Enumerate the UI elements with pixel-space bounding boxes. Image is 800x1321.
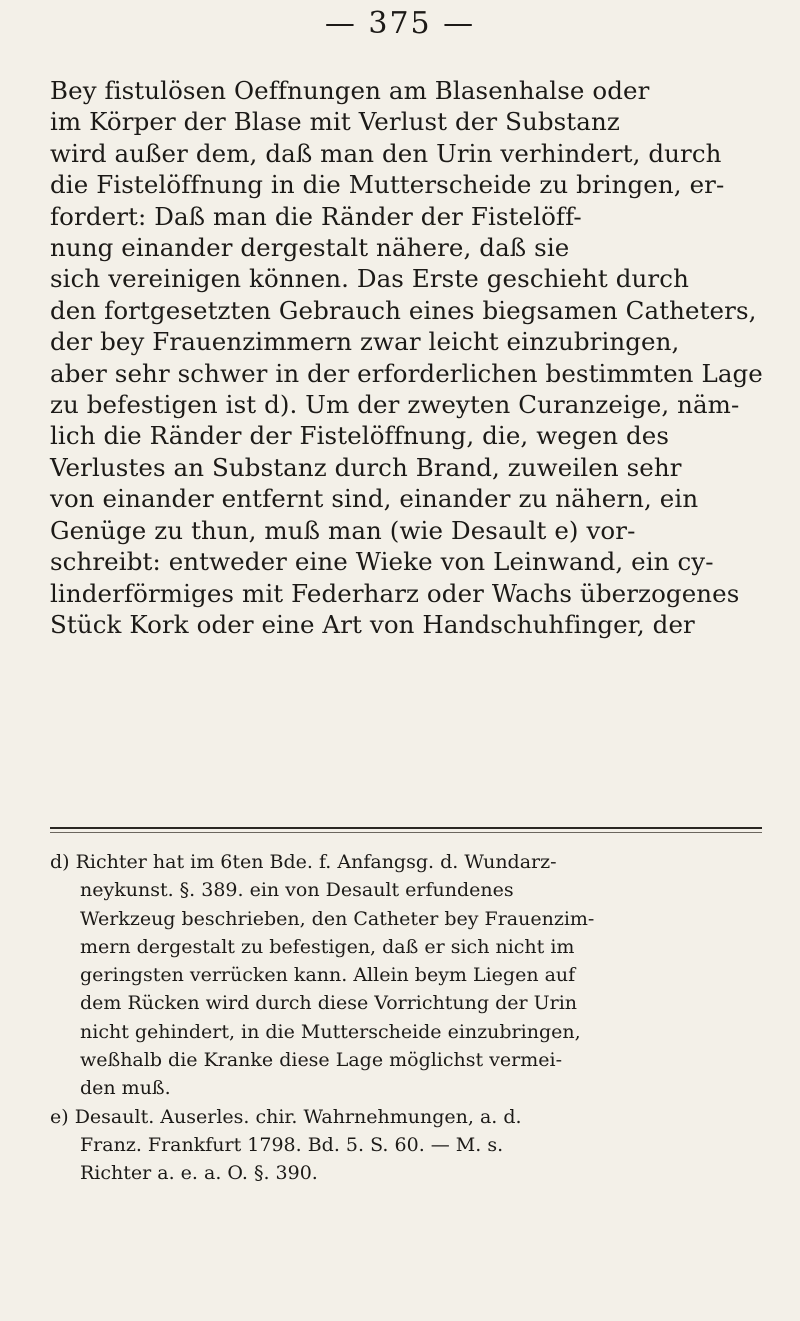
text-line: Bey fistulösen Oeffnungen am Blasenhalse oder <box>50 76 650 105</box>
text-line: aber sehr schwer in der erforderlichen bestimmten Lage <box>50 358 763 388</box>
text-line: fordert: Daß man die Ränder der Fistelöff- <box>50 201 582 231</box>
text-line: Verlustes an Substanz durch Brand, zuweilen sehr <box>50 452 682 482</box>
footnote-line: geringsten verrücken kann. Allein beym Liegen auf <box>80 964 576 987</box>
text-line: den fortgesetzten Gebrauch eines biegsamen Catheters, <box>50 295 757 325</box>
footnote-line: den muß. <box>80 1077 171 1100</box>
footnote-line: neykunst. §. 389. ein von Desault erfundenes <box>80 879 514 902</box>
footnote-line: Richter a. e. a. O. §. 390. <box>80 1162 318 1185</box>
text-line: Stück Kork oder eine Art von Handschuhfinger, der <box>50 609 695 639</box>
footnote-rule <box>50 827 762 829</box>
text-line: zu befestigen ist d). Um der zweyten Curanzeige, näm- <box>50 390 740 420</box>
footnote-line: Franz. Frankfurt 1798. Bd. 5. S. 60. — M. s. <box>80 1133 504 1156</box>
text-line: nung einander dergestalt nähere, daß sie <box>50 233 570 263</box>
main-text <box>50 75 768 640</box>
footnote-line: dem Rücken wird durch diese Vorrichtung der Urin <box>80 992 578 1015</box>
page-number: — 375 — <box>324 6 476 41</box>
footnote-rule-thin <box>50 832 762 833</box>
text-line: im Körper der Blase mit Verlust der Substanz <box>50 107 620 137</box>
footnotes <box>50 848 772 1188</box>
text-line: lich die Ränder der Fistelöffnung, die, wegen des <box>50 421 670 451</box>
text-line: wird außer dem, daß man den Urin verhindert, durch <box>50 138 722 168</box>
footnote-line: d) Richter hat im 6ten Bde. f. Anfangsg. d. Wundarz- <box>50 851 557 873</box>
text-line: der bey Frauenzimmern zwar leicht einzubringen, <box>50 327 680 357</box>
footnote-line: Werkzeug beschrieben, den Catheter bey Frauenzim- <box>80 907 595 930</box>
text-line: schreibt: entweder eine Wieke von Leinwand, ein cy- <box>50 547 714 577</box>
footnote-line: mern dergestalt zu befestigen, daß er sich nicht im <box>80 935 575 958</box>
text-line: sich vereinigen können. Das Erste geschieht durch <box>50 264 689 294</box>
footnote-line: weßhalb die Kranke diese Lage möglichst vermei- <box>80 1049 563 1072</box>
footnote-line: e) Desault. Auserles. chir. Wahrnehmungen, a. d. <box>50 1105 522 1128</box>
text-line: von einander entfernt sind, einander zu nähern, ein <box>50 484 699 514</box>
text-line: linderförmiges mit Federharz oder Wachs überzogenes <box>50 578 740 608</box>
footnote-line: nicht gehindert, in die Mutterscheide einzubringen, <box>80 1020 581 1043</box>
text-line: die Fistelöffnung in die Mutterscheide zu bringen, er- <box>50 170 725 200</box>
text-line: Genüge zu thun, muß man (wie Desault e) vor- <box>50 515 636 545</box>
